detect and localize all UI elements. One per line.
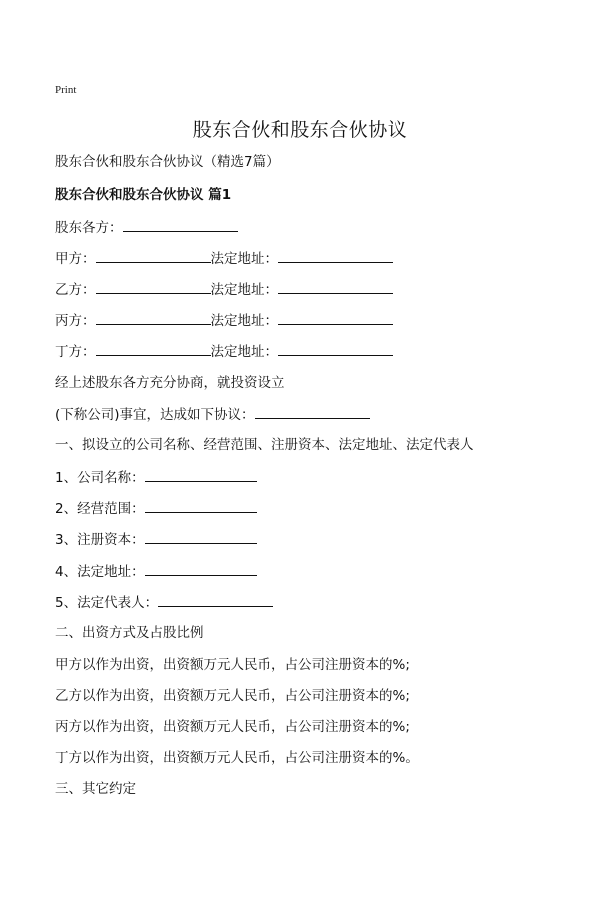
party-address-blank xyxy=(278,249,393,263)
intro-line-2 xyxy=(55,405,370,424)
field-legal-representative xyxy=(55,593,273,612)
section-3-title: 三、其它约定 xyxy=(55,781,136,797)
section-1-title: 一、拟设立的公司名称、经营范围、注册资本、法定地址、法定代表人 xyxy=(55,437,474,453)
field-blank xyxy=(145,530,257,544)
contribution-line-ding: 丁方以作为出资，出资额万元人民币，占公司注册资本的%。 xyxy=(55,750,419,766)
field-label: 5、法定代表人： xyxy=(55,595,159,611)
intro-line-1: 经上述股东各方充分协商，就投资设立 xyxy=(55,375,285,391)
field-blank xyxy=(158,593,273,607)
party-name-blank xyxy=(96,249,211,263)
shareholders-label: 股东各方： xyxy=(55,220,123,236)
party-line-ding xyxy=(55,342,393,361)
shareholders-line xyxy=(55,218,238,237)
field-label: 3、注册资本： xyxy=(55,532,145,548)
party-name: 甲方： xyxy=(55,251,96,267)
party-name: 丁方： xyxy=(55,344,96,360)
field-label: 2、经营范围： xyxy=(55,501,145,517)
shareholders-blank xyxy=(123,218,238,232)
party-name: 乙方： xyxy=(55,282,96,298)
document-title: 股东合伙和股东合伙协议 xyxy=(192,119,408,141)
contribution-line-bing: 丙方以作为出资，出资额万元人民币，占公司注册资本的%; xyxy=(55,719,410,735)
field-legal-address xyxy=(55,562,257,581)
field-business-scope xyxy=(55,499,257,518)
party-address-blank xyxy=(278,280,393,294)
intro-blank xyxy=(255,405,370,419)
party-address-label: 法定地址： xyxy=(210,344,278,360)
party-line-bing xyxy=(55,311,393,330)
print-label: Print xyxy=(55,84,77,96)
party-line-yi xyxy=(55,280,393,299)
field-registered-capital xyxy=(55,530,257,549)
party-address-blank xyxy=(278,342,393,356)
party-address-label: 法定地址： xyxy=(210,313,278,329)
document-subtitle: 股东合伙和股东合伙协议（精选7篇） xyxy=(55,154,280,170)
party-name-blank xyxy=(96,280,211,294)
field-blank xyxy=(145,468,257,482)
field-label: 4、法定地址： xyxy=(55,564,145,580)
field-blank xyxy=(145,562,257,576)
contribution-line-yi: 乙方以作为出资，出资额万元人民币，占公司注册资本的%; xyxy=(55,688,410,704)
party-name-blank xyxy=(96,342,211,356)
section-heading: 股东合伙和股东合伙协议 篇1 xyxy=(55,187,232,203)
party-address-label: 法定地址： xyxy=(210,251,278,267)
party-address-label: 法定地址： xyxy=(210,282,278,298)
field-blank xyxy=(145,499,257,513)
field-label: 1、公司名称： xyxy=(55,470,145,486)
intro-line-2-text: (下称公司)事宜，达成如下协议： xyxy=(55,407,255,423)
party-name-blank xyxy=(96,311,211,325)
field-company-name xyxy=(55,468,257,487)
party-line-jia xyxy=(55,249,393,268)
contribution-line-jia: 甲方以作为出资，出资额万元人民币，占公司注册资本的%; xyxy=(55,657,410,673)
section-2-title: 二、出资方式及占股比例 xyxy=(55,625,204,641)
party-name: 丙方： xyxy=(55,313,96,329)
party-address-blank xyxy=(278,311,393,325)
